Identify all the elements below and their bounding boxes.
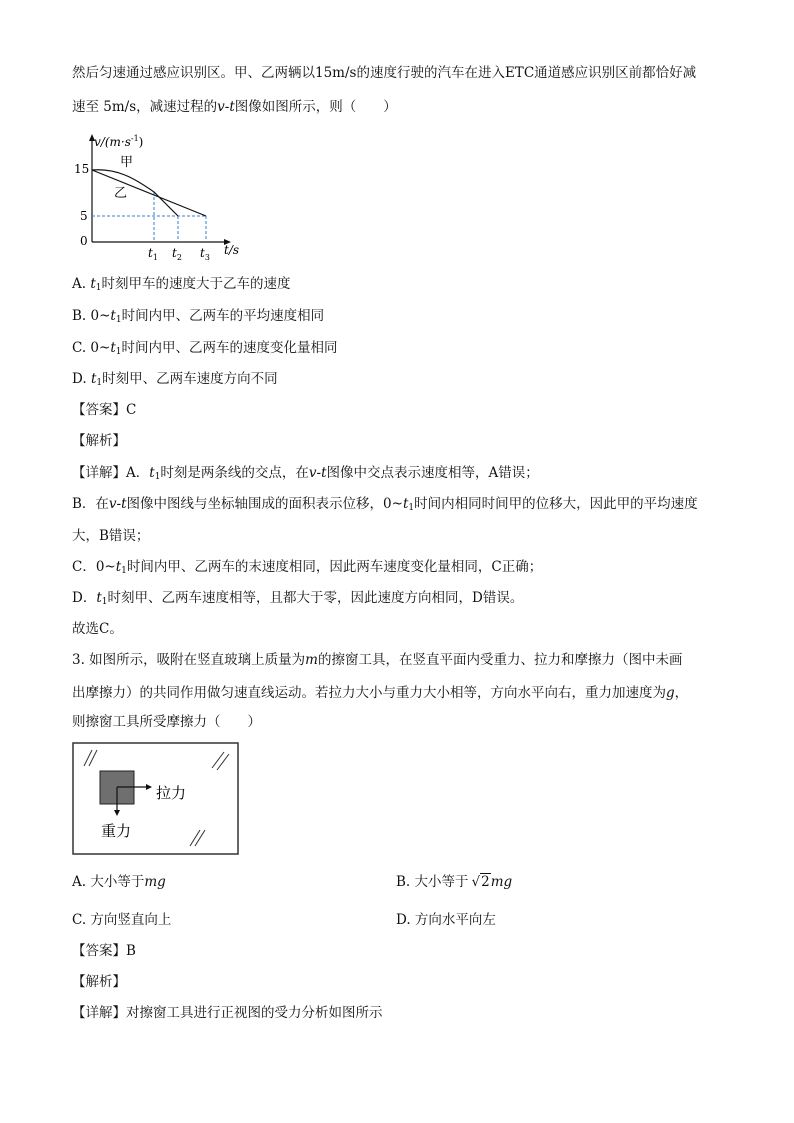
- detail-line-3: 大，B错误；: [72, 528, 150, 544]
- variable-vt: v-t: [308, 465, 327, 481]
- variable-t: t: [90, 371, 97, 387]
- radicand: 2: [481, 874, 490, 890]
- subscript: 1: [115, 315, 122, 325]
- text-run: 速至 5m/s，减速过程的: [72, 99, 218, 115]
- text-run: 时刻是两条线的交点，在: [160, 465, 309, 481]
- variable-m: m: [305, 652, 318, 668]
- variable-mg: mg: [144, 874, 166, 890]
- line-yi: [92, 170, 206, 216]
- y-tick-15: 15: [74, 162, 90, 176]
- q3-line-1: [72, 651, 682, 669]
- answer-label: 【答案】C: [72, 402, 137, 418]
- q3-option-d: D. 方向水平向左: [396, 912, 496, 928]
- detail-line-5: [72, 589, 523, 611]
- option-text: A. 大小等于: [72, 874, 145, 890]
- variable-g: g: [666, 685, 675, 701]
- label-yi: 乙: [114, 186, 128, 201]
- option-text: 时刻甲、乙两车速度方向不同: [102, 371, 278, 387]
- curve-jia: [92, 170, 178, 216]
- variable-vt: v-t: [108, 496, 127, 512]
- detail-line-4: [72, 558, 542, 580]
- analysis-label-q3: 【解析】: [72, 974, 126, 990]
- analysis-label: 【解析】: [72, 433, 126, 449]
- detail-line-2: [72, 495, 698, 517]
- text-run: 【详解】A．: [72, 465, 150, 481]
- text-run: 图像中交点表示速度相等，A错误；: [326, 465, 539, 481]
- text-run: 图像如图所示，则（ ）: [234, 99, 397, 115]
- q3-line-2: [72, 684, 688, 702]
- label-jia: 甲: [120, 155, 134, 170]
- y-tick-5: 5: [80, 209, 88, 223]
- q3-option-a: [72, 873, 166, 891]
- y-axis-label: $v/(m\cdot s^{-1})$: [94, 134, 144, 149]
- paragraph-line-1: 然后匀速通过感应识别区。甲、乙两辆以15m/s的速度行驶的汽车在进入ETC通道感应识别区前都恰好减: [72, 65, 697, 81]
- paragraph-line-2: [72, 98, 397, 116]
- variable-mg: mg: [490, 874, 513, 890]
- variable-t: t: [110, 308, 116, 324]
- text-run: 图像中图线与坐标轴围成的面积表示位移，0~: [126, 496, 403, 512]
- sqrt-symbol: √: [471, 874, 481, 890]
- subscript: 1: [95, 283, 102, 293]
- gravity-label: 重力: [101, 822, 132, 840]
- subscript: 1: [115, 347, 122, 357]
- answer-label-q3: 【答案】B: [72, 943, 136, 959]
- option-text: 时间内甲、乙两车的平均速度相同: [121, 308, 325, 324]
- variable-vt: v-t: [217, 99, 235, 115]
- x-tick-t3: $t_3$: [200, 246, 210, 262]
- subscript: 1: [96, 378, 103, 388]
- option-c: [72, 339, 338, 361]
- variable-t: t: [90, 276, 96, 292]
- vt-graph-figure: [72, 130, 262, 262]
- q3-line-3: 则擦窗工具所受摩擦力（ ）: [72, 714, 261, 730]
- x-tick-t2: $t_2$: [172, 246, 182, 262]
- option-b: [72, 307, 324, 329]
- detail-line-q3: 【详解】对擦窗工具进行正视图的受力分析如图所示: [72, 1005, 383, 1021]
- text-run: ，: [674, 685, 689, 701]
- variable-t: t: [402, 496, 409, 512]
- variable-t: t: [115, 559, 122, 575]
- variable-t: t: [110, 340, 116, 356]
- x-axis-label: t/s: [224, 243, 240, 257]
- detail-line-1: [72, 464, 539, 486]
- option-letter: D.: [72, 371, 91, 387]
- text-run: 出摩擦力）的共同作用做匀速直线运动。若拉力大小与重力大小相等，方向水平向右，重力加速度为: [72, 685, 666, 701]
- text-run: D．: [72, 590, 97, 606]
- option-text: 时刻甲车的速度大于乙车的速度: [101, 276, 291, 292]
- variable-t: t: [149, 465, 155, 481]
- y-tick-0: 0: [80, 234, 88, 248]
- subscript: 1: [101, 597, 108, 607]
- variable-t: t: [96, 590, 102, 606]
- text-run: C．0~: [72, 559, 116, 575]
- x-tick-t1: $t_1$: [148, 246, 158, 262]
- subscript: 1: [154, 472, 161, 482]
- text-run: B．在: [72, 496, 109, 512]
- option-d: [72, 370, 278, 392]
- text-run: 时间内甲、乙两车的末速度相同，因此两车速度变化量相同，C正确；: [126, 559, 543, 575]
- subscript: 1: [408, 503, 415, 513]
- pull-label: 拉力: [156, 784, 187, 802]
- q3-option-b: [396, 873, 512, 891]
- option-letter: A.: [72, 276, 91, 292]
- subscript: 1: [121, 566, 127, 576]
- q3-option-c: C. 方向竖直向上: [72, 912, 172, 928]
- text-run: 的擦窗工具，在竖直平面内受重力、拉力和摩擦力（图中未画: [317, 652, 683, 668]
- text-run: 时刻甲、乙两车速度相等，且都大于零，因此速度方向相同，D错误。: [107, 590, 524, 606]
- option-text: B. 大小等于: [396, 874, 469, 890]
- option-letter: B. 0~: [72, 308, 111, 324]
- window-cleaner-figure: [72, 742, 240, 856]
- text-run: 时间内相同时间甲的位移大，因此甲的平均速度: [414, 496, 698, 512]
- option-text: 时间内甲、乙两车的速度变化量相同: [121, 340, 338, 356]
- option-letter: C. 0~: [72, 340, 111, 356]
- option-a: [72, 275, 291, 297]
- detail-line-6: 故选C。: [72, 621, 123, 637]
- text-run: 3. 如图所示，吸附在竖直玻璃上质量为: [72, 652, 306, 668]
